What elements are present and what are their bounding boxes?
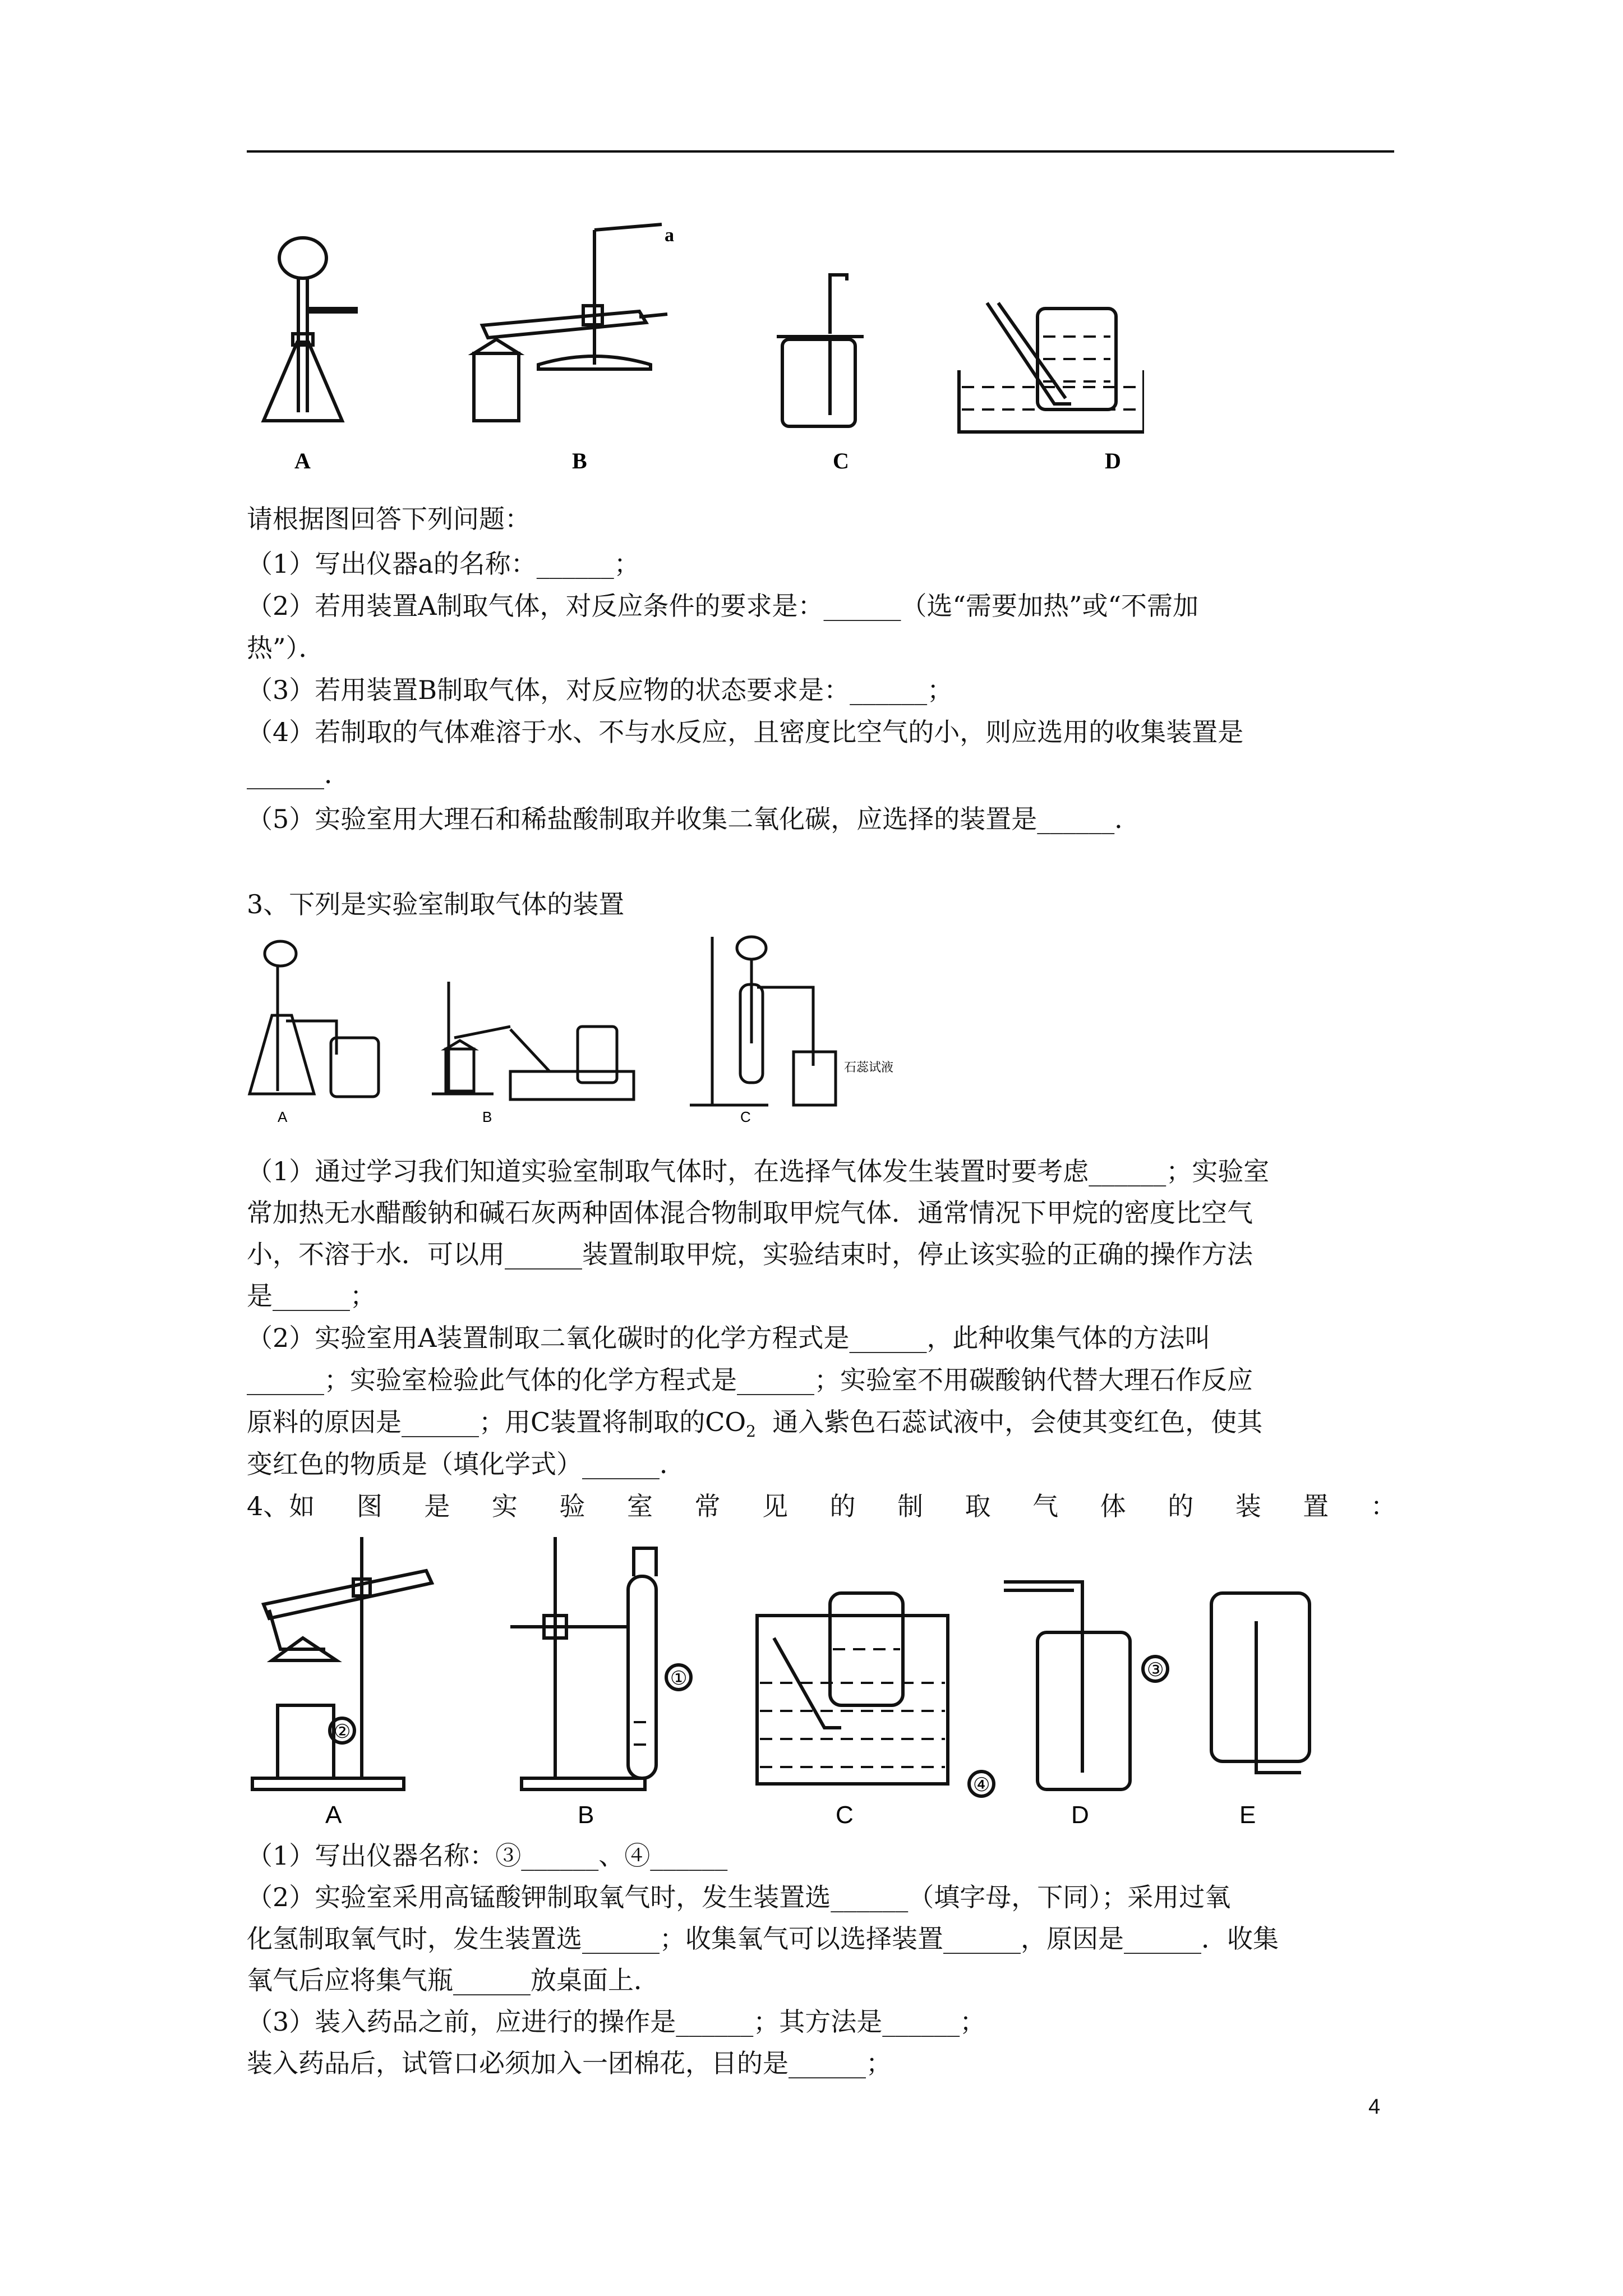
figure-3-label-e: E — [1239, 1801, 1256, 1829]
q3-part1-line4: 是______； — [247, 1281, 376, 1311]
figure-2-label-a: A — [278, 1108, 288, 1125]
q4-part1: （1）写出仪器名称：③______、④______ — [247, 1841, 728, 1871]
q3-part2-line3-text: 原料的原因是______；用C装置将制取的CO — [247, 1407, 746, 1437]
figure-1-label-b: B — [572, 448, 587, 473]
figure-1-label-c: C — [833, 448, 849, 473]
figure-3-label-a: A — [325, 1801, 342, 1829]
q2-part1: （1）写出仪器a的名称：______； — [247, 549, 640, 579]
q4-part2-line2: 化氢制取氧气时，发生装置选______；收集氧气可以选择装置______，原因是______．收集 — [247, 1924, 1279, 1954]
q3-part2-line3-rest: 通入紫色石蕊试液中，会使其变红色，使其 — [772, 1407, 1263, 1437]
figure-2-label-b: B — [482, 1108, 492, 1125]
figure-1-label-d: D — [1105, 448, 1121, 473]
q4-heading-char: 置 — [1303, 1491, 1329, 1521]
q4-part3-line2: 装入药品后，试管口必须加入一团棉花，目的是______； — [247, 2048, 892, 2078]
q4-heading-char: 体 — [1100, 1491, 1126, 1521]
q4-heading-char: 室 — [626, 1491, 653, 1521]
q3-part2-line3 — [247, 1405, 1396, 1448]
q2-part4-cont: ______． — [247, 759, 350, 789]
q3-part1-line3: 小，不溶于水．可以用______装置制取甲烷，实验结束时，停止该实验的正确的操作方法 — [247, 1239, 1253, 1269]
marker-2: ② — [334, 1720, 351, 1743]
figure-2-label-c: C — [740, 1108, 751, 1125]
q4-heading-char: 制 — [897, 1491, 924, 1521]
q4-heading — [247, 1489, 1396, 1523]
marker-3: ③ — [1147, 1659, 1164, 1681]
q2-part5: （5）实验室用大理石和稀盐酸制取并收集二氧化碳，应选择的装置是______． — [247, 804, 1141, 834]
marker-1: ① — [670, 1667, 688, 1690]
callout-a: a — [665, 225, 674, 246]
figure-2-side-label: 石蕊试液 — [844, 1061, 894, 1075]
q2-part2-cont: 热”）． — [247, 633, 325, 663]
q4-heading-char: 常 — [694, 1491, 721, 1521]
figure-3-label-c: C — [836, 1801, 854, 1829]
q4-heading-char: ： — [1370, 1491, 1396, 1521]
marker-4: ④ — [973, 1774, 990, 1796]
q4-heading-char: 的 — [829, 1491, 856, 1521]
q4-heading-char: 见 — [762, 1491, 788, 1521]
q4-part2-line1: （2）实验室采用高锰酸钾制取氧气时，发生装置选______（填字母，下同）；采用过氧 — [247, 1882, 1231, 1912]
q4-heading-char: 装 — [1235, 1491, 1261, 1521]
q3-part1-line2: 常加热无水醋酸钠和碱石灰两种固体混合物制取甲烷气体．通常情况下甲烷的密度比空气 — [247, 1198, 1253, 1228]
q3-part2-line4: 变红色的物质是（填化学式）______． — [247, 1449, 685, 1479]
q3-part1-line1: （1）通过学习我们知道实验室制取气体时，在选择气体发生装置时要考虑______；实验室 — [247, 1156, 1270, 1186]
figure-3-label-b: B — [578, 1801, 594, 1829]
q2-part2: （2）若用装置A制取气体，对反应条件的要求是：______（选“需要加热”或“不需加 — [247, 591, 1199, 621]
q3-part2-line1: （2）实验室用A装置制取二氧化碳时的化学方程式是______，此种收集气体的方法叫 — [247, 1323, 1211, 1353]
figure-3-apparatus — [247, 1537, 1312, 1829]
figure-1-apparatus — [247, 219, 1144, 482]
q3-heading: 3、下列是实验室制取气体的装置 — [247, 889, 625, 919]
q4-part3-line1: （3）装入药品之前，应进行的操作是______；其方法是______； — [247, 2007, 986, 2037]
q4-heading-char: 验 — [559, 1491, 585, 1521]
q2-intro: 请根据图回答下列问题： — [247, 504, 531, 534]
q4-heading-char: 气 — [1032, 1491, 1059, 1521]
q4-heading-char: 实 — [491, 1491, 518, 1521]
q2-part3: （3）若用装置B制取气体，对反应物的状态要求是：______； — [247, 675, 953, 705]
co2-subscript: 2 — [746, 1422, 756, 1441]
q4-heading-char: 取 — [965, 1491, 991, 1521]
figure-2-apparatus — [247, 931, 942, 1133]
q4-heading-char: 的 — [1168, 1491, 1194, 1521]
figure-1-label-a: A — [294, 448, 311, 473]
q3-part2-line2: ______；实验室检验此气体的化学方程式是______；实验室不用碳酸钠代替大理石作反应 — [247, 1365, 1253, 1395]
q2-part4: （4）若制取的气体难溶于水、不与水反应，且密度比空气的小，则应选用的收集装置是 — [247, 717, 1244, 747]
page-number: 4 — [1368, 2095, 1381, 2119]
q4-heading-char: 是 — [424, 1491, 450, 1521]
q4-part2-line3: 氧气后应将集气瓶______放桌面上． — [247, 1965, 660, 1995]
header-rule — [247, 150, 1394, 153]
figure-3-drawing — [247, 1537, 1312, 1829]
figure-1-drawing — [247, 219, 1144, 482]
q4-heading-char: 4、如 — [247, 1491, 315, 1521]
figure-3-label-d: D — [1071, 1801, 1089, 1829]
q4-heading-char: 图 — [356, 1491, 382, 1521]
figure-2-drawing — [247, 931, 942, 1133]
